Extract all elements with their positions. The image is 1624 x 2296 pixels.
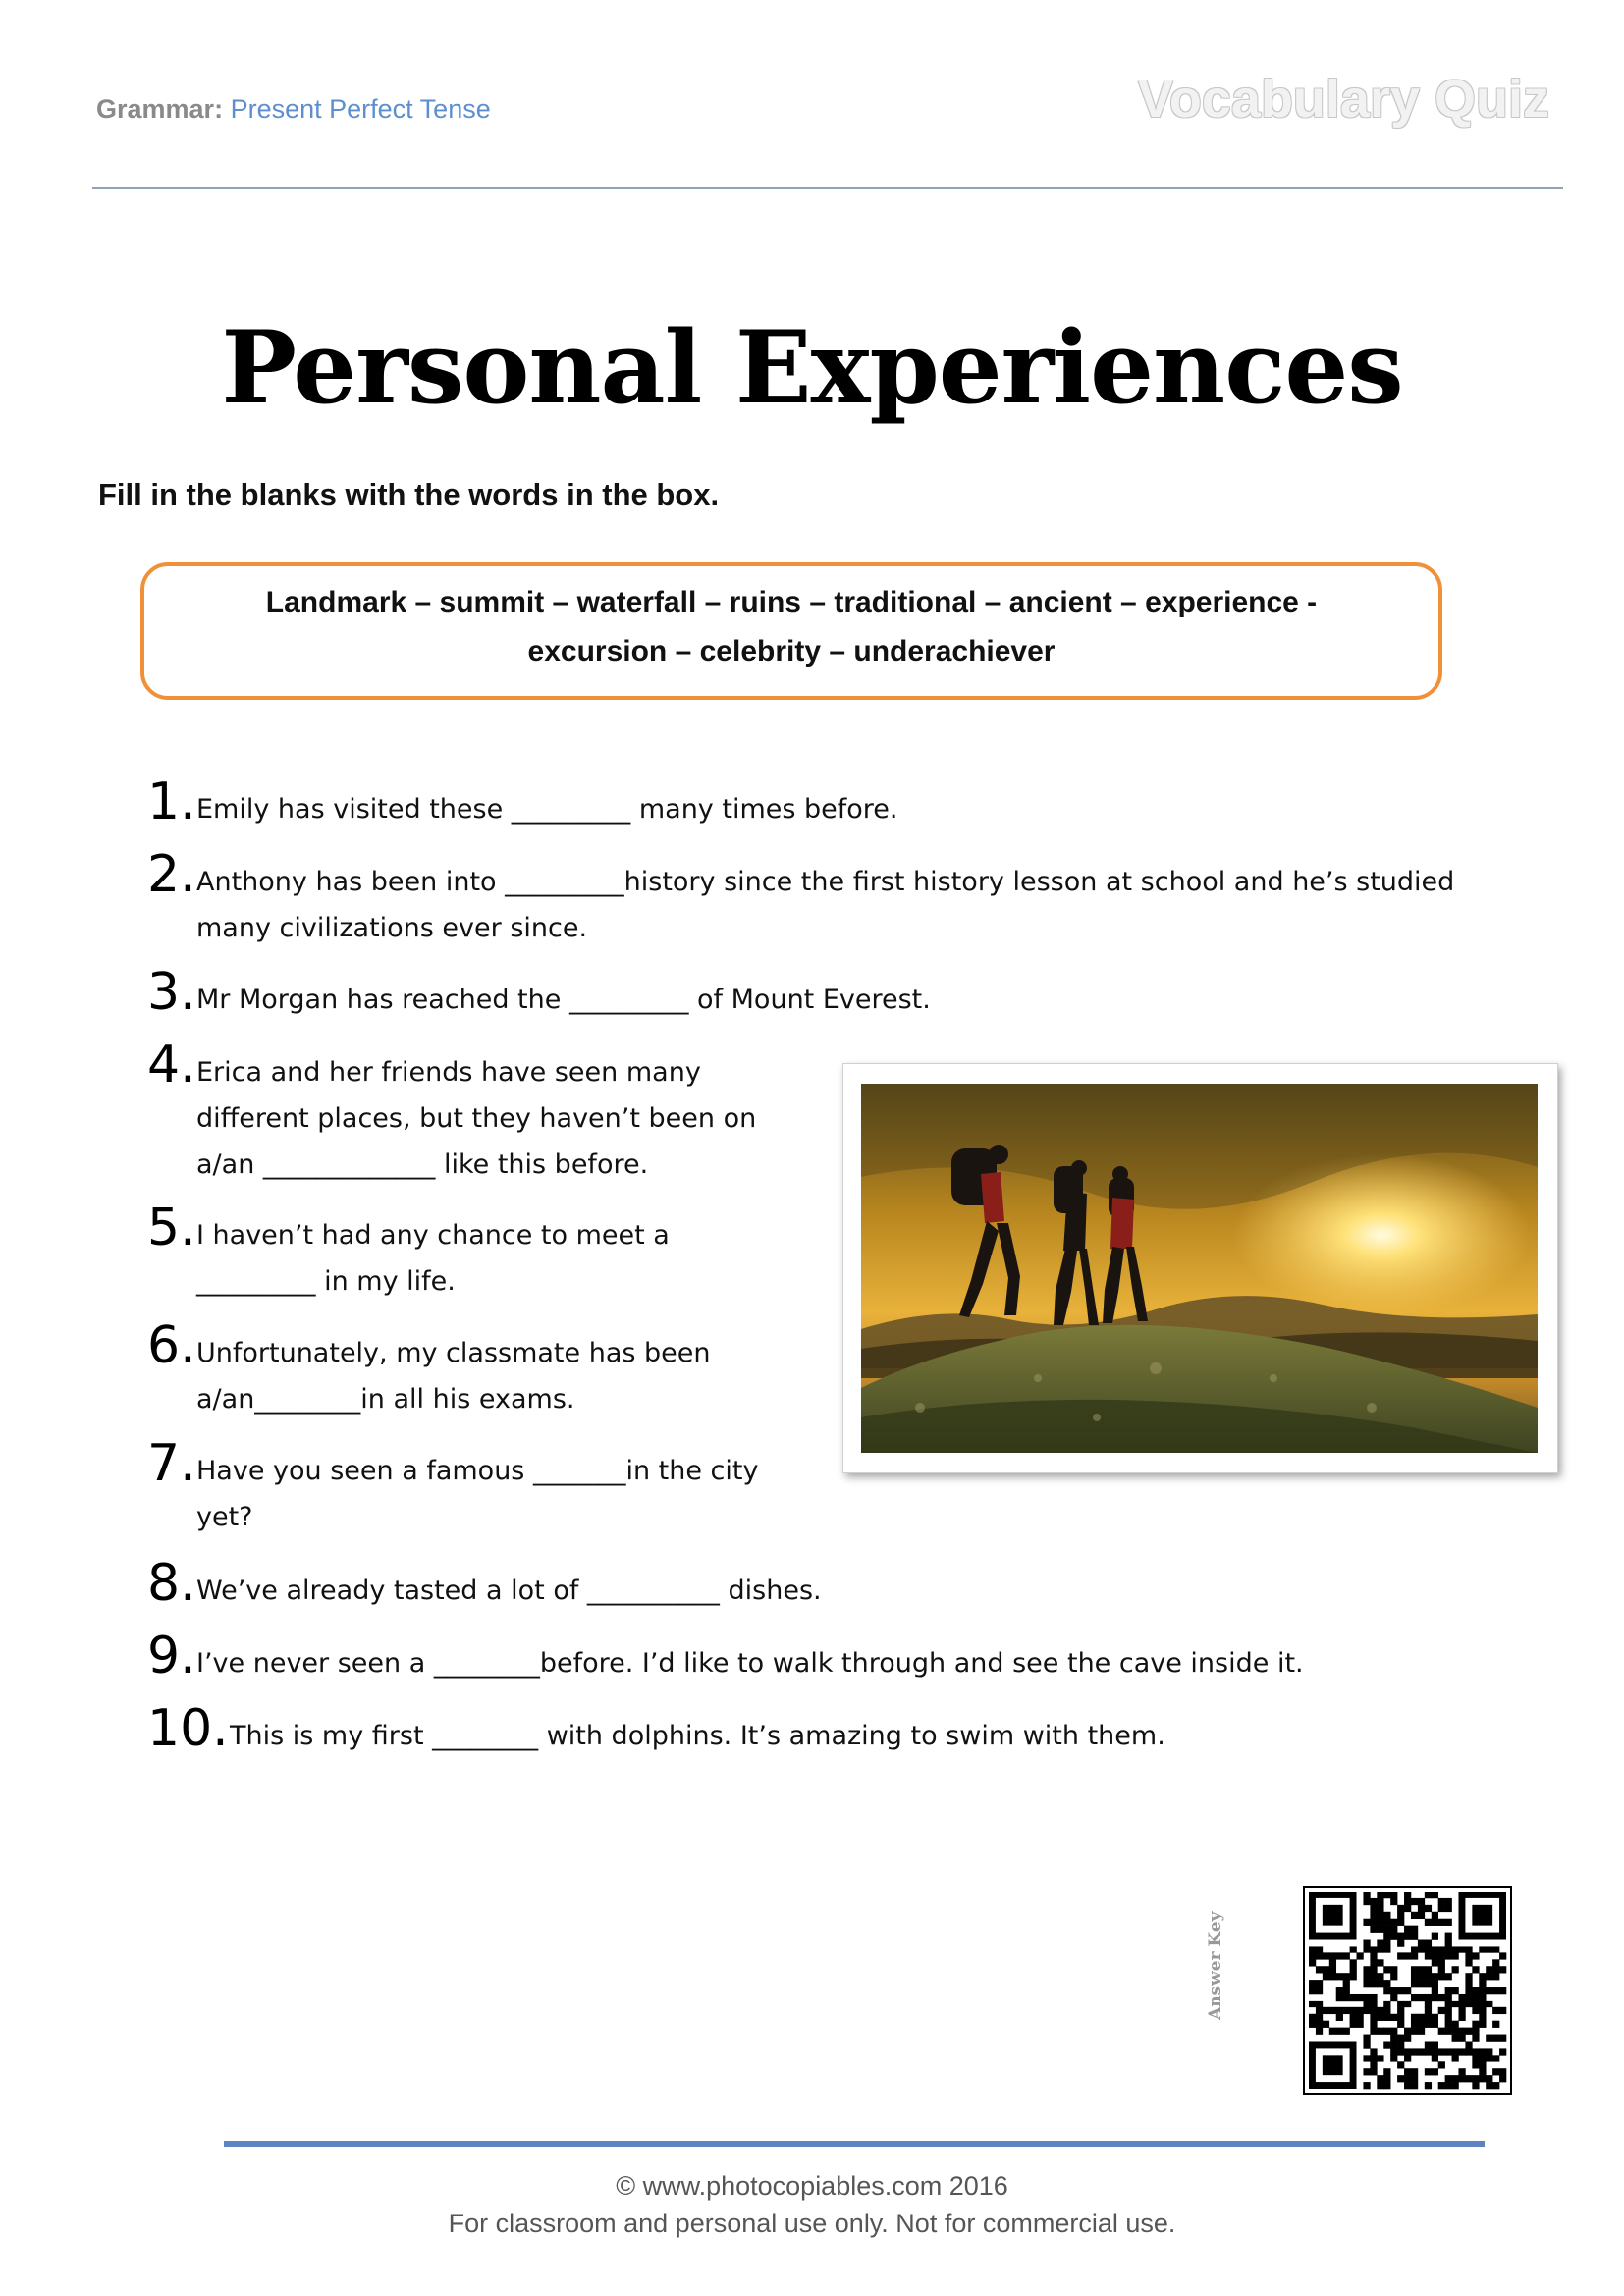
instructions: Fill in the blanks with the words in the box. [98, 477, 720, 511]
answer-key-label: Answer Key [1206, 1911, 1225, 2020]
footer-copyright: © www.photocopiables.com 2016 [616, 2171, 1008, 2201]
question-number: 9. [147, 1627, 196, 1685]
photo-frame [842, 1063, 1558, 1473]
header-divider [92, 187, 1563, 189]
footer-usage-note: For classroom and personal use only. Not for commercial use. [448, 2209, 1176, 2238]
question-text: different places, but they haven’t been on [196, 1103, 757, 1134]
question-number: 8. [147, 1554, 196, 1613]
grammar-topic: Present Perfect Tense [230, 94, 491, 124]
question-text: We’ve already tasted a lot of __________ dishes. [196, 1575, 822, 1606]
word-box [140, 562, 1442, 700]
word-box-line-1: Landmark – summit – waterfall – ruins – traditional – ancient – experience - [265, 586, 1318, 618]
question-text: _________ in my life. [196, 1266, 456, 1297]
word-box-line-2: excursion – celebrity – underachiever [527, 635, 1056, 667]
question-text: Anthony has been into _________history since the first history lesson at school and he’s studied [196, 867, 1455, 897]
question-text: a/an________in all his exams. [196, 1384, 575, 1415]
question-text: a/an _____________ like this before. [196, 1149, 649, 1180]
question-text: Unfortunately, my classmate has been [196, 1338, 711, 1368]
grammar-label: Grammar: [96, 94, 224, 124]
header-topic [96, 94, 491, 125]
page-title: Personal Experiences [221, 309, 1403, 427]
question-number: 1. [147, 773, 196, 831]
question-text: Have you seen a famous _______in the city [196, 1456, 759, 1486]
question-number: 6. [147, 1316, 196, 1375]
hikers-sunset-photo [861, 1084, 1538, 1453]
quiz-type-watermark: Vocabulary Quiz [1137, 70, 1549, 129]
question-text: This is my first ________ with dolphins. It’s amazing to swim with them. [230, 1721, 1165, 1751]
question-text: Emily has visited these _________ many times before. [196, 794, 898, 825]
question-number: 3. [147, 963, 196, 1022]
question-number: 5. [147, 1199, 196, 1257]
question-number: 7. [147, 1434, 196, 1493]
question-text: Erica and her friends have seen many [196, 1057, 701, 1088]
qr-code-icon [1305, 1888, 1510, 2093]
question-text: I’ve never seen a ________before. I’d like to walk through and see the cave inside it. [196, 1648, 1304, 1679]
question-number: 4. [147, 1036, 196, 1095]
answer-key-qr-code[interactable] [1303, 1886, 1512, 2095]
footer-divider [224, 2141, 1485, 2147]
question-number: 10. [147, 1699, 229, 1758]
question-text: yet? [196, 1502, 253, 1532]
question-text: many civilizations ever since. [196, 913, 588, 943]
question-text: Mr Morgan has reached the _________ of Mount Everest. [196, 985, 931, 1015]
question-number: 2. [147, 845, 196, 904]
question-text: I haven’t had any chance to meet a [196, 1220, 670, 1251]
